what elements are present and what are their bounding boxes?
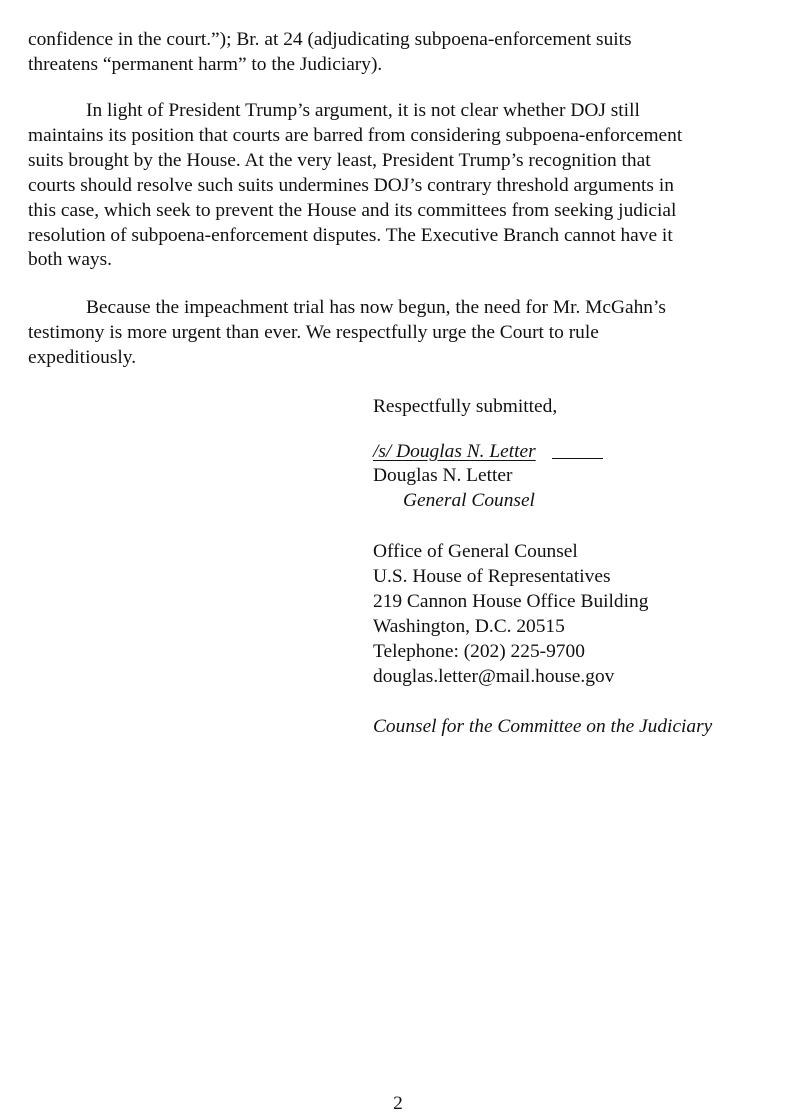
signature-rule bbox=[552, 458, 603, 459]
paragraph-line: courts should resolve such suits undermines DOJ’s contrary threshold arguments in bbox=[28, 175, 674, 196]
paragraph-line: this case, which seek to prevent the House and its committees from seeking judicial bbox=[28, 200, 677, 221]
email-line: douglas.letter@mail.house.gov bbox=[373, 666, 615, 687]
signature-closing: Respectfully submitted, bbox=[373, 396, 558, 417]
address-line: 219 Cannon House Office Building bbox=[373, 591, 649, 612]
signatory-title: General Counsel bbox=[403, 490, 535, 511]
paragraph-line: both ways. bbox=[28, 249, 113, 270]
counsel-for-line: Counsel for the Committee on the Judiciary bbox=[373, 716, 713, 737]
paragraph-line: confidence in the court.”); Br. at 24 (adjudicating subpoena-enforcement suits bbox=[28, 29, 632, 50]
address-line: U.S. House of Representatives bbox=[373, 566, 611, 587]
address-line: Washington, D.C. 20515 bbox=[373, 616, 565, 637]
paragraph-line: testimony is more urgent than ever. We respectfully urge the Court to rule bbox=[28, 322, 599, 343]
paragraph-line: suits brought by the House. At the very least, President Trump’s recognition that bbox=[28, 150, 651, 171]
paragraph-line: resolution of subpoena-enforcement disputes. The Executive Branch cannot have it bbox=[28, 225, 673, 246]
paragraph-line: Because the impeachment trial has now begun, the need for Mr. McGahn’s bbox=[86, 297, 666, 318]
page-number: 2 bbox=[393, 1093, 403, 1114]
electronic-signature: /s/ Douglas N. Letter bbox=[373, 441, 536, 462]
address-line: Office of General Counsel bbox=[373, 541, 578, 562]
paragraph-line: In light of President Trump’s argument, it is not clear whether DOJ still bbox=[86, 100, 640, 121]
signatory-name: Douglas N. Letter bbox=[373, 465, 513, 486]
telephone-line: Telephone: (202) 225-9700 bbox=[373, 641, 585, 662]
paragraph-line: threatens “permanent harm” to the Judiciary). bbox=[28, 54, 383, 75]
paragraph-line: maintains its position that courts are barred from considering subpoena-enforcement bbox=[28, 125, 683, 146]
paragraph-line: expeditiously. bbox=[28, 347, 137, 368]
